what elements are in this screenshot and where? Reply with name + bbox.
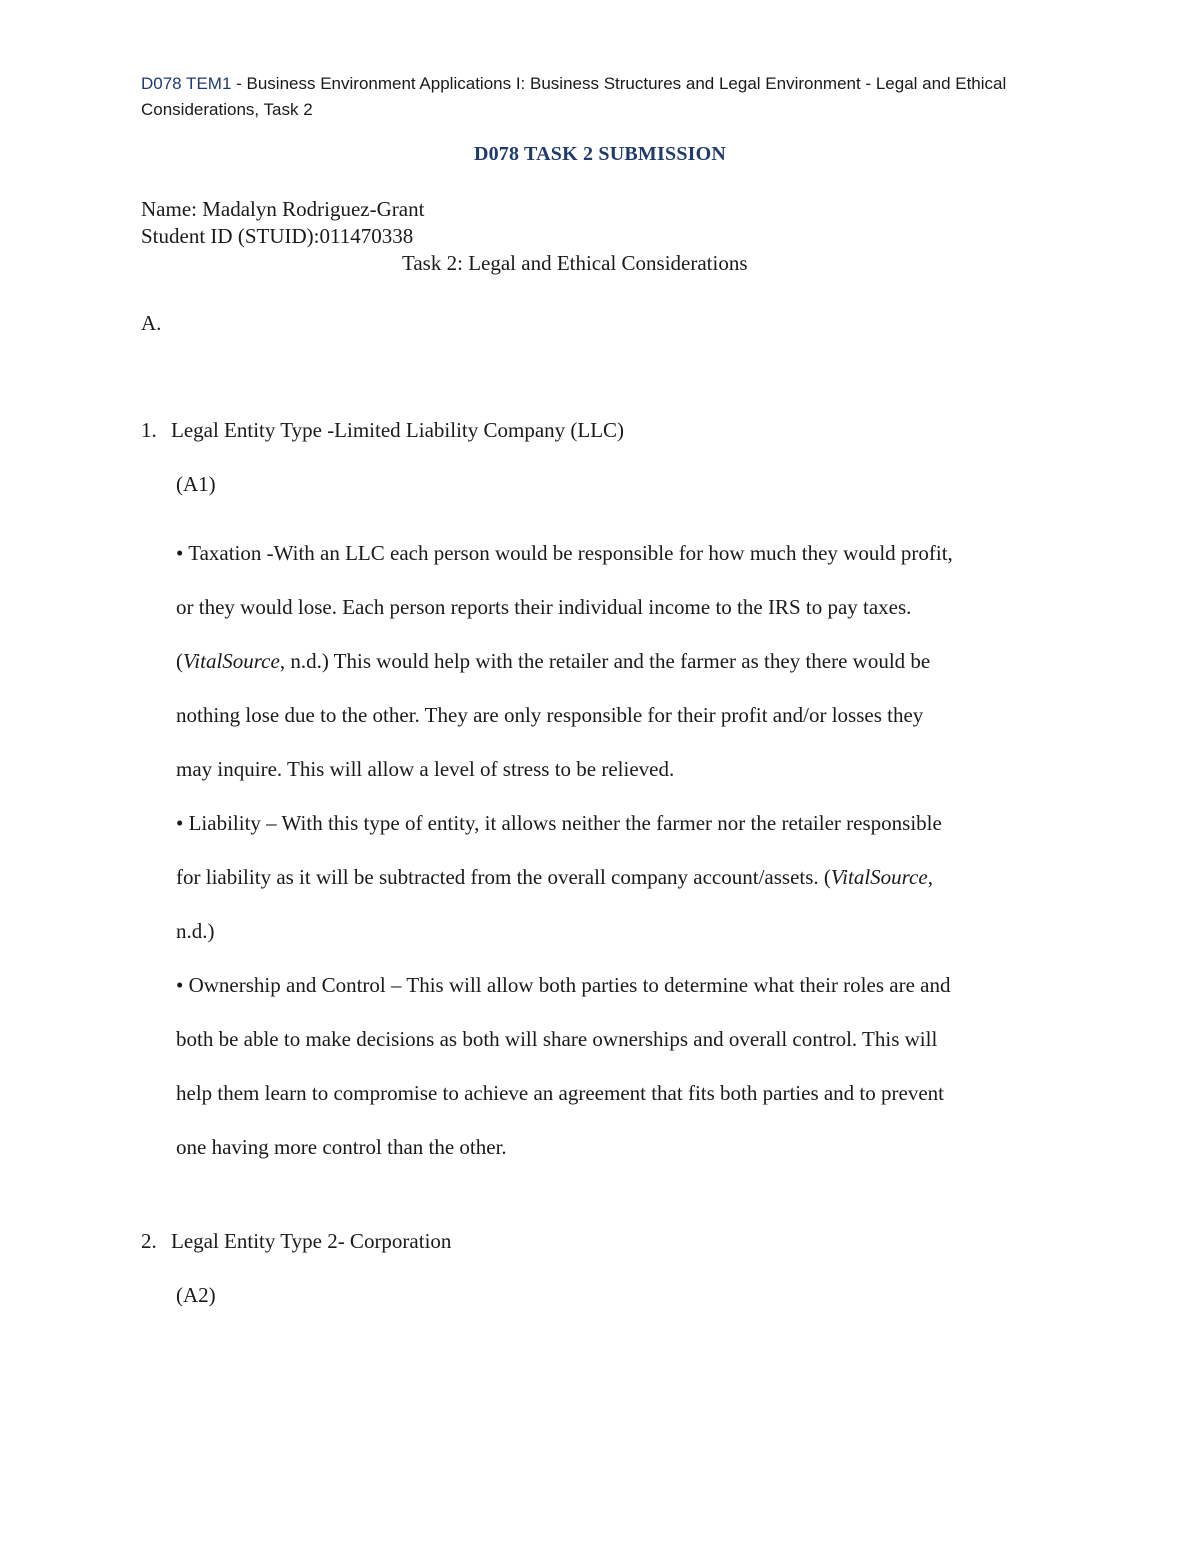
section-label: A.: [141, 311, 162, 335]
body-line: n.d.): [176, 919, 215, 943]
entity-heading-text: Legal Entity Type 2- Corporation: [171, 1229, 452, 1253]
entity-heading-2: [141, 1229, 451, 1254]
body-line: may inquire. This will allow a level of stress to be relieved.: [176, 757, 675, 781]
entity-number: 1.: [141, 418, 157, 442]
student-id: Student ID (STUID):011470338: [141, 224, 414, 248]
entity-number: 2.: [141, 1229, 157, 1253]
sub-label-a2: (A2): [176, 1283, 216, 1307]
body-line: • Taxation -With an LLC each person would be responsible for how much they would profit,: [176, 541, 953, 565]
body-line: help them learn to compromise to achieve an agreement that fits both parties and to prevent: [176, 1081, 944, 1105]
course-code: D078 TEM1: [141, 74, 232, 93]
header-line-2: Considerations, Task 2: [141, 100, 313, 119]
header-line-1: [141, 71, 1071, 97]
citation-source: VitalSource: [830, 865, 928, 889]
body-line-rest: , n.d.) This would help with the retailer and the farmer as they there would be: [279, 649, 931, 673]
body-line: nothing lose due to the other. They are only responsible for their profit and/or losses they: [176, 703, 924, 727]
body-line: • Liability – With this type of entity, it allows neither the farmer nor the retailer responsible: [176, 811, 942, 835]
body-line: [176, 634, 1056, 688]
sub-label-a1: (A1): [176, 472, 216, 496]
entity-heading-text: Legal Entity Type -Limited Liability Company (LLC): [171, 418, 625, 442]
body-line: one having more control than the other.: [176, 1135, 507, 1159]
citation-source: VitalSource: [183, 649, 280, 673]
body-line: both be able to make decisions as both will share ownerships and overall control. This will: [176, 1027, 938, 1051]
document-title: D078 TASK 2 SUBMISSION: [473, 143, 727, 165]
paren-open: (: [176, 649, 183, 673]
body-line: • Ownership and Control – This will allow both parties to determine what their roles are and: [176, 973, 951, 997]
entity-1-body: [176, 526, 1056, 1174]
course-description: - Business Environment Applications I: Business Structures and Legal Environment - Legal and Ethical: [231, 74, 1007, 93]
document-header: [141, 71, 1071, 123]
body-line-post: ,: [927, 865, 933, 889]
student-name: Name: Madalyn Rodriguez-Grant: [141, 197, 425, 221]
body-line-pre: for liability as it will be subtracted from the overall company account/assets. (: [176, 865, 831, 889]
body-line: [176, 850, 1056, 904]
body-line: or they would lose. Each person reports their individual income to the IRS to pay taxes.: [176, 595, 912, 619]
entity-heading-1: [141, 418, 624, 443]
task-title: Task 2: Legal and Ethical Considerations: [402, 251, 748, 275]
